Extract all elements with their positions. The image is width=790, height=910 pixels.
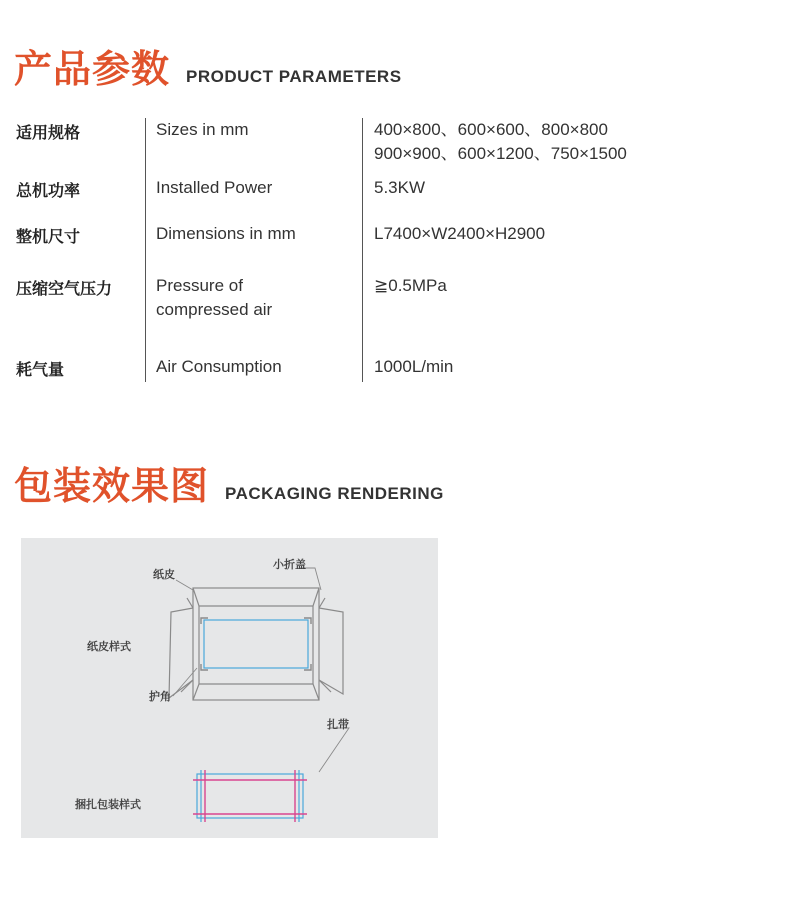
param-value-line: 400×800、600×600、800×800 <box>374 120 608 139</box>
param-name-en: Installed Power <box>156 178 273 197</box>
carton-left-crease <box>181 680 193 692</box>
param-name-cn: 整机尺寸 <box>16 227 81 246</box>
param-name-en: Dimensions in mm <box>156 224 296 243</box>
section-title-params <box>14 38 402 93</box>
param-name-cn: 压缩空气压力 <box>16 279 113 298</box>
leader-line <box>176 580 193 590</box>
param-value: L7400×W2400×H2900 <box>374 224 546 243</box>
carton-body <box>193 588 319 700</box>
param-name-en <box>156 274 272 322</box>
corner-guards <box>201 618 311 670</box>
param-value: ≧0.5MPa <box>374 276 447 295</box>
leader-line <box>319 728 349 772</box>
param-name-cn: 耗气量 <box>16 360 65 379</box>
param-name-cn: 总机功率 <box>16 181 81 200</box>
section-title-en: PRODUCT PARAMETERS <box>186 67 402 86</box>
section-title-packaging <box>14 455 444 510</box>
carton-right-flap <box>319 608 343 694</box>
section-title-cn: 产品参数 <box>14 47 171 91</box>
section-title-cn: 包装效果图 <box>14 464 210 508</box>
label-strap: 扎带 <box>327 718 349 731</box>
packaging-diagram-svg <box>21 538 438 838</box>
param-value-line: 900×900、600×1200、750×1500 <box>374 144 627 163</box>
param-name-en: Air Consumption <box>156 357 282 376</box>
label-strap-style: 捆扎包装样式 <box>75 798 141 811</box>
packaging-diagram <box>21 538 438 838</box>
product-panel <box>204 620 308 668</box>
strap-magenta <box>193 770 307 822</box>
param-name-en: Sizes in mm <box>156 120 249 139</box>
carton-top-flap <box>193 588 319 606</box>
param-name-en-line: compressed air <box>156 300 273 319</box>
param-name-en-line: Pressure of <box>156 276 243 295</box>
param-value: 5.3KW <box>374 178 426 197</box>
label-corner: 护角 <box>149 690 171 703</box>
carton-bottom-flap <box>193 684 319 700</box>
carton-outline <box>169 588 343 700</box>
section-title-en: PACKAGING RENDERING <box>225 484 444 503</box>
param-value <box>374 118 627 166</box>
label-paper: 纸皮 <box>153 568 175 581</box>
param-name-cn: 适用规格 <box>16 123 81 142</box>
label-small-flap: 小折盖 <box>273 558 306 571</box>
column-divider-1 <box>145 118 146 382</box>
param-value: 1000L/min <box>374 357 454 376</box>
column-divider-2 <box>362 118 363 382</box>
carton-left-crease <box>187 598 193 608</box>
carton-left-flap <box>169 608 193 698</box>
carton-right-crease <box>319 598 325 608</box>
label-paper-style: 纸皮样式 <box>87 640 131 653</box>
